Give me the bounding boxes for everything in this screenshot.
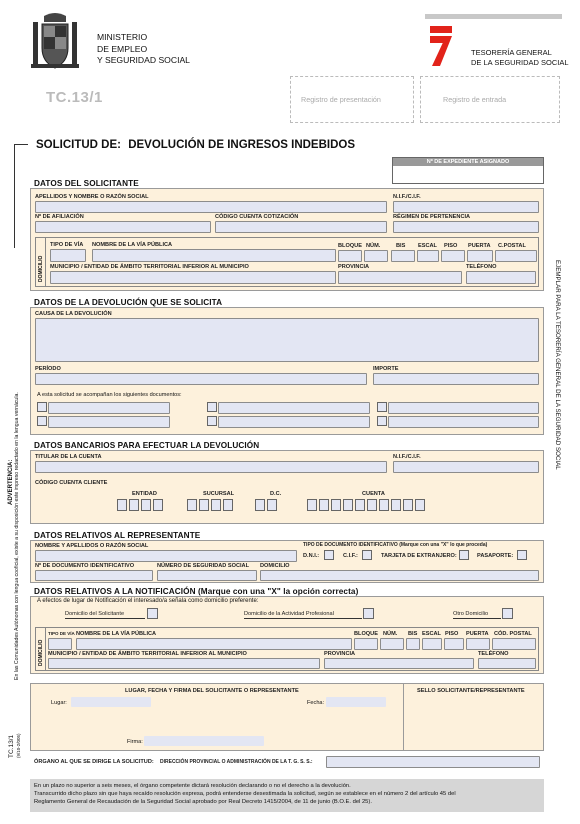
sello-label: SELLO SOLICITANTE/REPRESENTANTE xyxy=(417,688,525,694)
dc-label: D.C. xyxy=(270,491,282,497)
entidad-digit-box[interactable] xyxy=(141,499,151,511)
ccc-cliente-label: CÓDIGO CUENTA CLIENTE xyxy=(35,480,108,486)
sucursal-digit-box[interactable] xyxy=(199,499,209,511)
bis-label: BIS xyxy=(396,243,406,249)
municipio-label: MUNICIPIO / ENTIDAD DE ÁMBITO TERRITORIAL INFERIOR AL MUNICIPIO xyxy=(50,264,249,270)
expediente-field[interactable] xyxy=(393,166,543,183)
num-field[interactable] xyxy=(364,250,388,262)
notificacion-section xyxy=(30,596,544,674)
causa-label: CAUSA DE LA DEVOLUCIÓN xyxy=(35,311,112,317)
tesoreria-line-2: DE LA SEGURIDAD SOCIAL xyxy=(471,57,569,67)
pasaporte-check[interactable] xyxy=(517,550,527,560)
lugar-field[interactable] xyxy=(71,697,151,707)
ccc-field[interactable] xyxy=(215,221,387,233)
bank-nif-field[interactable] xyxy=(393,461,539,473)
fecha-label: Fecha: xyxy=(307,700,325,706)
notif-num-field[interactable] xyxy=(380,638,404,650)
bank-nif-label: N.I.F./C.I.F. xyxy=(393,454,421,460)
dom-actividad-underline xyxy=(244,618,362,619)
dc-digit-box[interactable] xyxy=(267,499,277,511)
sucursal-digit-box[interactable] xyxy=(187,499,197,511)
footer-line-1: En un plazo no superior a seis meses, el órgano competente dictará resolución declarando o no el derecho a la devolución. xyxy=(34,783,351,789)
rep-nombre-label: NOMBRE Y APELLIDOS O RAZÓN SOCIAL xyxy=(35,543,149,549)
notif-piso-label: PISO xyxy=(445,631,459,637)
sucursal-digit-box[interactable] xyxy=(223,499,233,511)
nif-label: N.I.F./C.I.F. xyxy=(393,194,421,200)
entidad-digit-box[interactable] xyxy=(153,499,163,511)
cuenta-digit-box[interactable] xyxy=(415,499,425,511)
notif-tipo-via-field[interactable] xyxy=(48,638,72,650)
tipo-via-field[interactable] xyxy=(50,249,86,262)
entidad-digit-box[interactable] xyxy=(129,499,139,511)
expediente-label: Nº DE EXPEDIENTE ASIGNADO xyxy=(393,158,543,166)
sucursal-digit-box[interactable] xyxy=(211,499,221,511)
rep-domicilio-field[interactable] xyxy=(260,570,539,581)
doc-check-5[interactable] xyxy=(377,402,387,412)
devolucion-section xyxy=(30,307,544,435)
nombre-via-label: NOMBRE DE LA VÍA PÚBLICA xyxy=(92,242,173,248)
footer-line-3: Reglamento General de Recaudación de la Seguridad Social aprobado por Real Decreto 1415/2004, de 11 de junio (B.O.E. del 25). xyxy=(34,799,372,806)
nombre-via-field[interactable] xyxy=(92,249,336,262)
entidad-digit-box[interactable] xyxy=(117,499,127,511)
otro-domicilio-label: Otro Domicilio xyxy=(453,611,489,617)
ministry-line-1: MINISTERIO xyxy=(97,32,148,42)
dni-check[interactable] xyxy=(324,550,334,560)
doc-check-4[interactable] xyxy=(207,416,217,426)
tesoreria-line-1: TESORERÍA GENERAL xyxy=(471,48,552,57)
notif-bis-label: BIS xyxy=(408,631,418,637)
form-code: TC.13/1 xyxy=(46,89,103,106)
doc-field-1[interactable] xyxy=(48,402,170,414)
cif-label: C.I.F.: xyxy=(343,553,358,559)
bracket-line-vertical xyxy=(14,144,15,248)
causa-field[interactable] xyxy=(35,318,539,362)
cpostal-label: C.POSTAL xyxy=(498,243,526,249)
side-form-version: (9/10-2/005) xyxy=(16,733,21,758)
escal-field[interactable] xyxy=(417,250,439,262)
doc-check-6[interactable] xyxy=(377,416,387,426)
dom-actividad-check[interactable] xyxy=(363,608,374,619)
registro-presentacion-box xyxy=(290,76,414,123)
cuenta-digit-box[interactable] xyxy=(391,499,401,511)
doc-check-3[interactable] xyxy=(207,402,217,412)
bracket-line xyxy=(14,144,28,145)
provincia-field[interactable] xyxy=(338,271,462,284)
notif-nombre-via-label: NOMBRE DE LA VÍA PÚBLICA xyxy=(76,631,157,637)
domicilio-vertical-label: DOMICILIO xyxy=(36,238,46,286)
regimen-field[interactable] xyxy=(393,221,539,233)
regimen-label: RÉGIMEN DE PERTENENCIA xyxy=(393,214,471,220)
ccc-label: CÓDIGO CUENTA COTIZACIÓN xyxy=(215,214,299,220)
registro-entrada-label: Registro de entrada xyxy=(443,95,507,104)
nss-field[interactable] xyxy=(157,570,257,581)
entidad-label: ENTIDAD xyxy=(132,491,157,497)
tipo-via-label: TIPO DE VÍA xyxy=(50,242,84,248)
representante-title: DATOS RELATIVOS AL REPRESENTANTE xyxy=(34,531,201,540)
organo-field[interactable] xyxy=(326,756,540,768)
cuenta-digit-box[interactable] xyxy=(355,499,365,511)
tgss-logo xyxy=(430,26,452,66)
cuenta-digit-box[interactable] xyxy=(331,499,341,511)
doc-check-2[interactable] xyxy=(37,416,47,426)
nss-label: NÚMERO DE SEGURIDAD SOCIAL xyxy=(157,563,249,569)
periodo-field[interactable] xyxy=(35,373,367,385)
ejemplar-text: EJEMPLAR PARA LA TESORERÍA GENERAL DE LA SEGURIDAD SOCIAL xyxy=(554,260,561,470)
puerta-field[interactable] xyxy=(467,250,493,262)
header-grey-bar xyxy=(425,14,562,19)
notif-domicilio-vertical-label: DOMICILIO xyxy=(36,628,46,670)
side-form-code: TC.13/1 xyxy=(8,734,15,758)
notif-puerta-label: PUERTA xyxy=(466,631,489,637)
advertencia-text: En las Comunidades Autónomas con lengua cooficial, existe a su disposición este impreso redactado en la lengua vernácula. xyxy=(14,392,20,680)
telefono-label: TELÉFONO xyxy=(466,264,497,270)
solicitante-title: DATOS DEL SOLICITANTE xyxy=(34,179,139,188)
notif-bloque-label: BLOQUE xyxy=(354,631,378,637)
pasaporte-label: PASAPORTE: xyxy=(477,553,514,559)
advertencia-title: ADVERTENCIA: xyxy=(8,459,14,505)
tarjeta-check[interactable] xyxy=(459,550,469,560)
dom-actividad-label: Domicilio de la Actividad Profesional xyxy=(244,611,334,617)
piso-field[interactable] xyxy=(441,250,465,262)
doc-field-3[interactable] xyxy=(218,402,370,414)
nif-field[interactable] xyxy=(393,201,539,213)
firma-section xyxy=(30,683,544,751)
otro-domicilio-check[interactable] xyxy=(502,608,513,619)
coat-of-arms-logo xyxy=(30,12,80,74)
importe-label: IMPORTE xyxy=(373,366,399,372)
cuenta-digit-box[interactable] xyxy=(307,499,317,511)
otro-domicilio-underline xyxy=(453,618,501,619)
ministry-line-3: Y SEGURIDAD SOCIAL xyxy=(97,55,190,65)
notif-nombre-via-field[interactable] xyxy=(76,638,352,650)
notif-piso-field[interactable] xyxy=(444,638,464,650)
num-doc-field[interactable] xyxy=(35,570,153,581)
footer-note xyxy=(30,779,544,812)
bloque-field[interactable] xyxy=(338,250,362,262)
apellidos-label: APELLIDOS Y NOMBRE O RAZÓN SOCIAL xyxy=(35,194,149,200)
notif-bis-field[interactable] xyxy=(406,638,420,650)
apellidos-field[interactable] xyxy=(35,201,387,213)
telefono-field[interactable] xyxy=(466,271,536,284)
bloque-label: BLOQUE xyxy=(338,243,362,249)
notif-cpostal-label: CÓD. POSTAL xyxy=(494,631,532,637)
dc-digit-box[interactable] xyxy=(255,499,265,511)
cuenta-digit-box[interactable] xyxy=(343,499,353,511)
piso-label: PISO xyxy=(444,243,458,249)
notif-provincia-label: PROVINCIA xyxy=(324,651,356,657)
notif-cpostal-field[interactable] xyxy=(492,638,536,650)
notificacion-intro: A efectos de lugar de Notificación el interesado/a señala como domicilio preferente: xyxy=(37,598,259,604)
cif-check[interactable] xyxy=(362,550,372,560)
notif-domicilio-block xyxy=(35,627,539,671)
doc-check-1[interactable] xyxy=(37,402,47,412)
provincia-label: PROVINCIA xyxy=(338,264,370,270)
dom-solicitante-label: Domicilio del Solicitante xyxy=(65,611,125,617)
lugar-fecha-label: LUGAR, FECHA Y FIRMA DEL SOLICITANTE O REPRESENTANTE xyxy=(125,688,299,694)
notif-bloque-field[interactable] xyxy=(354,638,378,650)
rep-nombre-field[interactable] xyxy=(35,550,297,562)
organo-label: ÓRGANO AL QUE SE DIRIGE LA SOLICITUD: xyxy=(34,759,154,765)
notificacion-title: DATOS RELATIVOS A LA NOTIFICACIÓN (Marque con una "X" la opción correcta) xyxy=(34,587,359,596)
tipo-doc-label: TIPO DE DOCUMENTO IDENTIFICATIVO (Marque con una "X" lo que proceda) xyxy=(303,542,488,548)
notif-provincia-field[interactable] xyxy=(324,658,474,669)
notif-escal-field[interactable] xyxy=(422,638,442,650)
title-main: DEVOLUCIÓN DE INGRESOS INDEBIDOS xyxy=(128,139,356,151)
municipio-field[interactable] xyxy=(50,271,336,284)
representante-section xyxy=(30,540,544,583)
notif-num-label: NÚM. xyxy=(383,631,398,637)
lugar-label: Lugar: xyxy=(51,700,67,706)
dom-solicitante-check[interactable] xyxy=(147,608,158,619)
devolucion-title: DATOS DE LA DEVOLUCIÓN QUE SE SOLICITA xyxy=(34,298,223,307)
cuenta-digit-box[interactable] xyxy=(319,499,329,511)
titular-label: TITULAR DE LA CUENTA xyxy=(35,454,102,460)
notif-telefono-field[interactable] xyxy=(478,658,536,669)
puerta-label: PUERTA xyxy=(468,243,491,249)
cuenta-digit-box[interactable] xyxy=(367,499,377,511)
periodo-label: PERÍODO xyxy=(35,366,61,372)
organo-value: DIRECCIÓN PROVINCIAL O ADMINISTRACIÓN DE LA T. G. S. S.: xyxy=(160,759,313,765)
firma-label: Firma: xyxy=(127,739,143,745)
escal-label: ESCAL xyxy=(418,243,437,249)
dni-label: D.N.I.: xyxy=(303,553,320,559)
afiliacion-label: Nº DE AFILIACIÓN xyxy=(35,214,84,220)
solicitante-section xyxy=(30,188,544,291)
notif-tipo-via-label: TIPO DE VÍA xyxy=(48,631,75,636)
footer-line-2: Transcurrido dicho plazo sin que haya recaído resolución expresa, podrá entenderse desestimada la solicitud, según se establece en el número 2 del artículo 45 del xyxy=(34,791,456,798)
cuenta-digit-box[interactable] xyxy=(379,499,389,511)
notif-municipio-field[interactable] xyxy=(48,658,320,669)
domicilio-block xyxy=(35,237,539,287)
tarjeta-label: TARJETA DE EXTRANJERO: xyxy=(381,553,457,559)
notif-municipio-label: MUNICIPIO / ENTIDAD DE ÁMBITO TERRITORIAL INFERIOR AL MUNICIPIO xyxy=(48,651,247,657)
ministry-line-2: DE EMPLEO xyxy=(97,43,148,54)
cpostal-field[interactable] xyxy=(495,250,537,262)
doc-field-4[interactable] xyxy=(218,416,370,428)
expediente-box xyxy=(392,157,544,184)
sucursal-label: SUCURSAL xyxy=(203,491,235,497)
bis-field[interactable] xyxy=(391,250,415,262)
dom-solicitante-underline xyxy=(65,618,145,619)
notif-puerta-field[interactable] xyxy=(466,638,490,650)
titular-field[interactable] xyxy=(35,461,387,473)
bancarios-title: DATOS BANCARIOS PARA EFECTUAR LA DEVOLUCIÓN xyxy=(34,441,260,450)
title-prefix: SOLICITUD DE: xyxy=(36,139,121,151)
num-doc-label: Nº DE DOCUMENTO IDENTIFICATIVO xyxy=(35,563,135,569)
rep-domicilio-label: DOMICILIO xyxy=(260,563,290,569)
notif-telefono-label: TELÉFONO xyxy=(478,651,509,657)
firma-divider xyxy=(403,684,404,750)
cuenta-label: CUENTA xyxy=(362,491,385,497)
organo-row xyxy=(30,755,544,769)
cuenta-digit-box[interactable] xyxy=(403,499,413,511)
notif-escal-label: ESCAL xyxy=(422,631,441,637)
bancarios-section xyxy=(30,450,544,524)
importe-field[interactable] xyxy=(373,373,539,385)
fecha-field[interactable] xyxy=(326,697,386,707)
registro-entrada-box xyxy=(420,76,560,123)
doc-field-6[interactable] xyxy=(388,416,539,428)
doc-field-5[interactable] xyxy=(388,402,539,414)
doc-field-2[interactable] xyxy=(48,416,170,428)
documentos-label: A esta solicitud se acompañan los siguientes documentos: xyxy=(37,392,182,398)
registro-presentacion-label: Registro de presentación xyxy=(301,95,381,104)
firma-field[interactable] xyxy=(144,736,264,746)
num-label: NÚM. xyxy=(366,243,381,249)
afiliacion-field[interactable] xyxy=(35,221,211,233)
